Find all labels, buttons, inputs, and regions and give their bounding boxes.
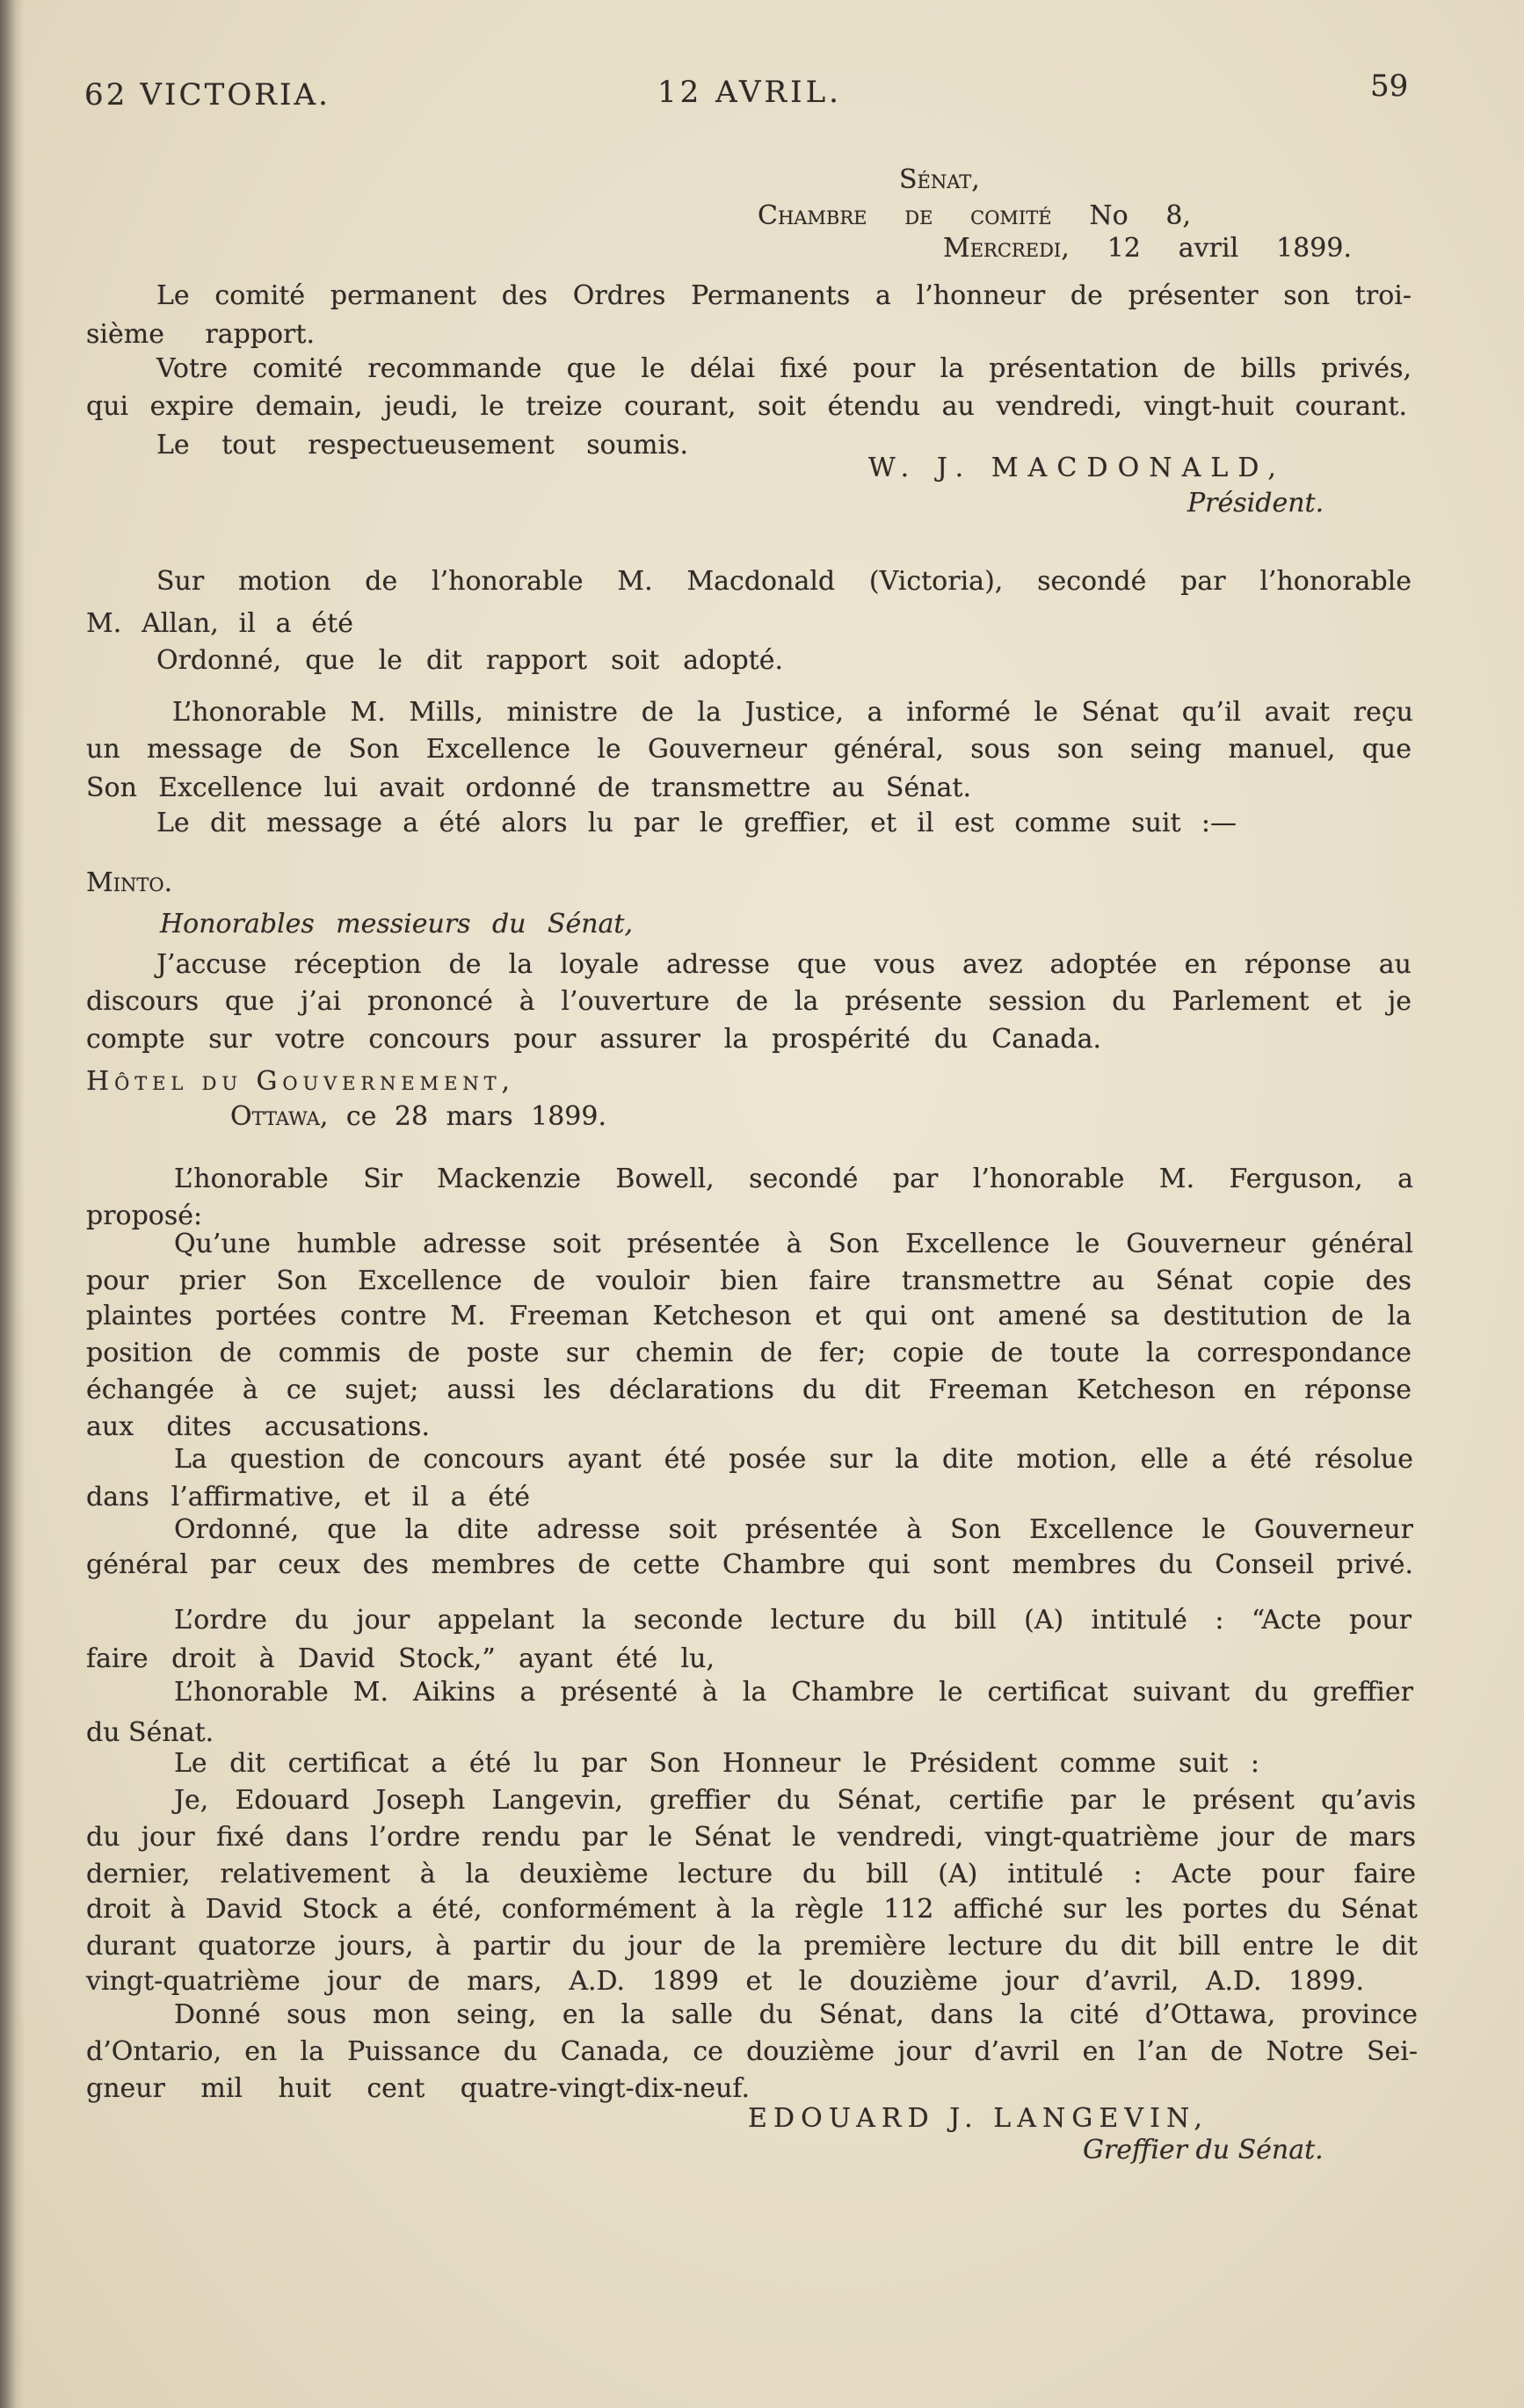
report-line: Votre comité recommande que le délai fixé pour la présentation de bills privés, bbox=[156, 353, 1412, 384]
report-signatory-title: Président. bbox=[1187, 488, 1324, 519]
certificate-line: Donné sous mon seing, en la salle du Sénat, dans la cité d’Ottawa, province bbox=[174, 1999, 1418, 2030]
motion-line: proposé: bbox=[86, 1200, 203, 1231]
committee-room-label: Chambre de comité bbox=[758, 200, 1052, 231]
bill-line: L’honorable M. Aikins a présenté à la Chambre le certificat suivant du greffier bbox=[174, 1677, 1413, 1708]
message-intro-line: un message de Son Excellence le Gouverneur général, sous son seing manuel, que bbox=[86, 734, 1412, 765]
certificate-line: gneur mil huit cent quatre-vingt-dix-neuf. bbox=[86, 2073, 750, 2104]
message-intro-line: Le dit message a été alors lu par le greffier, et il est comme suit :— bbox=[156, 808, 1237, 838]
running-head-date: 12 AVRIL. bbox=[657, 75, 842, 110]
bill-line: Le dit certificat a été lu par Son Honneur le Président comme suit : bbox=[174, 1748, 1259, 1779]
certificate-signatory: EDOUARD J. LANGEVIN, bbox=[748, 2103, 1208, 2134]
report-signatory: W. J. MACDONALD, bbox=[868, 453, 1286, 483]
motion-line: Ordonné, que la dite adresse soit présentée à Son Excellence le Gouverneur bbox=[174, 1514, 1413, 1545]
motion-line: Qu’une humble adresse soit présentée à Son Excellence le Gouverneur général bbox=[174, 1229, 1413, 1259]
bill-line: du Sénat. bbox=[86, 1717, 214, 1748]
bill-line: faire droit à David Stock,” ayant été lu, bbox=[86, 1643, 715, 1674]
heading-weekday: Mercredi, bbox=[943, 233, 1070, 264]
heading-senate: Sénat, bbox=[899, 164, 980, 195]
certificate-line: dernier, relativement à la deuxième lecture du bill (A) intitulé : Acte pour faire bbox=[86, 1859, 1416, 1889]
report-line: Le tout respectueusement soumis. bbox=[156, 430, 688, 461]
running-head-volume: 62 VICTORIA. bbox=[84, 77, 330, 112]
adoption-line: Sur motion de l’honorable M. Macdonald (Victoria), secondé par l’honorable bbox=[156, 566, 1412, 597]
motion-line: échangée à ce sujet; aussi les déclarations du dit Freeman Ketcheson en réponse bbox=[86, 1374, 1412, 1405]
message-line: J’accuse réception de la loyale adresse que vous avez adoptée en réponse au bbox=[156, 949, 1412, 980]
report-line: qui expire demain, jeudi, le treize courant, soit étendu au vendredi, vingt-huit courant. bbox=[86, 391, 1407, 422]
motion-line: L’honorable Sir Mackenzie Bowell, secondé par l’honorable M. Ferguson, a bbox=[174, 1164, 1413, 1194]
binding-edge-shadow bbox=[0, 0, 25, 2408]
certificate-line: du jour fixé dans l’ordre rendu par le Sénat le vendredi, vingt-quatrième jour de mars bbox=[86, 1822, 1416, 1853]
message-dateline-place: Hôtel du Gouvernement, bbox=[86, 1066, 515, 1097]
motion-line: La question de concours ayant été posée sur la dite motion, elle a été résolue bbox=[174, 1444, 1413, 1475]
motion-line: position de commis de poste sur chemin de fer; copie de toute la correspondance bbox=[86, 1338, 1412, 1368]
message-dateline-city: Ottawa, bbox=[230, 1101, 329, 1132]
report-line: Le comité permanent des Ordres Permanents a l’honneur de présenter son troi- bbox=[156, 280, 1412, 311]
certificate-signatory-title: Greffier du Sénat. bbox=[1083, 2135, 1324, 2165]
message-intro-line: Son Excellence lui avait ordonné de transmettre au Sénat. bbox=[86, 772, 971, 803]
page-number: 59 bbox=[1370, 69, 1409, 104]
report-line: sième rapport. bbox=[86, 319, 315, 350]
message-dateline-day: ce 28 mars 1899. bbox=[345, 1101, 606, 1132]
certificate-line: Je, Edouard Joseph Langevin, greffier du Sénat, certifie par le présent qu’avis bbox=[174, 1785, 1416, 1816]
bill-line: L’ordre du jour appelant la seconde lecture du bill (A) intitulé : “Acte pour bbox=[174, 1605, 1412, 1636]
motion-line: pour prier Son Excellence de vouloir bien faire transmettre au Sénat copie des bbox=[86, 1266, 1412, 1296]
message-line: discours que j’ai prononcé à l’ouverture de la présente session du Parlement et je bbox=[86, 986, 1412, 1017]
heading-committee-room bbox=[758, 200, 1191, 232]
certificate-line: durant quatorze jours, à partir du jour de la première lecture du dit bill entre le dit bbox=[86, 1931, 1418, 1962]
adoption-line: M. Allan, il a été bbox=[86, 608, 353, 639]
message-intro-line: L’honorable M. Mills, ministre de la Justice, a informé le Sénat qu’il avait reçu bbox=[172, 697, 1413, 728]
certificate-line: vingt-quatrième jour de mars, A.D. 1899 et le douzième jour d’avril, A.D. 1899. bbox=[86, 1966, 1364, 1997]
heading-date-text: 12 avril 1899. bbox=[1107, 233, 1352, 264]
message-signature: Minto. bbox=[86, 867, 173, 898]
message-salutation: Honorables messieurs du Sénat, bbox=[160, 909, 633, 939]
motion-line: général par ceux des membres de cette Chambre qui sont membres du Conseil privé. bbox=[86, 1549, 1413, 1580]
adoption-line: Ordonné, que le dit rapport soit adopté. bbox=[156, 645, 783, 676]
motion-line: aux dites accusations. bbox=[86, 1411, 430, 1442]
committee-room-number: No 8, bbox=[1089, 200, 1191, 231]
heading-date bbox=[943, 233, 1352, 265]
motion-line: dans l’affirmative, et il a été bbox=[86, 1482, 530, 1512]
message-dateline-date bbox=[230, 1101, 606, 1133]
certificate-line: droit à David Stock a été, conformément à la règle 112 affiché sur les portes du Sénat bbox=[86, 1894, 1418, 1925]
message-line: compte sur votre concours pour assurer la prospérité du Canada. bbox=[86, 1024, 1101, 1055]
motion-line: plaintes portées contre M. Freeman Ketcheson et qui ont amené sa destitution de la bbox=[86, 1301, 1412, 1331]
certificate-line: d’Ontario, en la Puissance du Canada, ce douzième jour d’avril en l’an de Notre Sei- bbox=[86, 2036, 1418, 2067]
